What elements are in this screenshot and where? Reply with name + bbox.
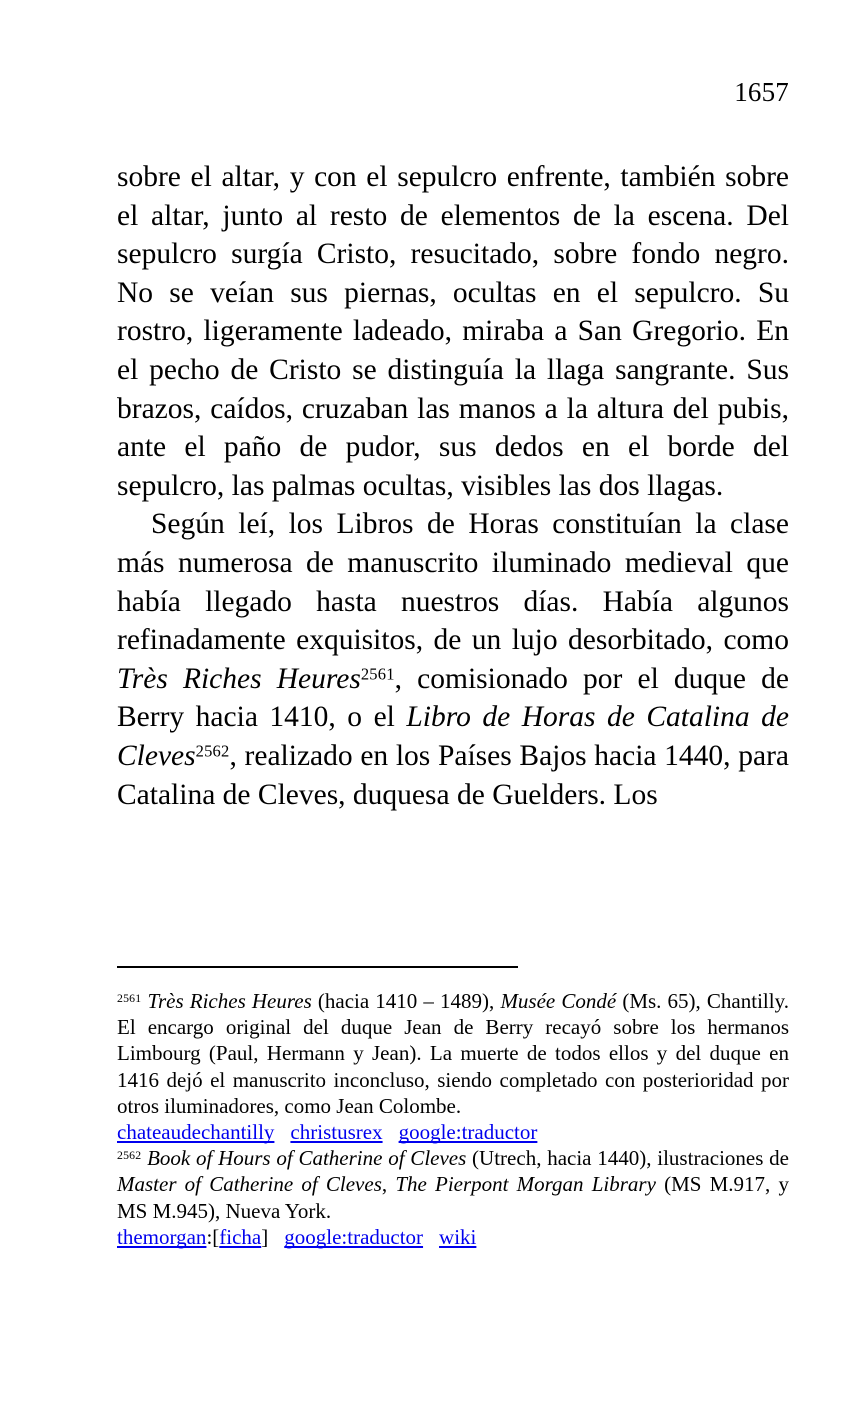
paragraph-2 [117,505,789,814]
footnote-2562-segment-1: (Utrech, hacia 1440), ilustraciones de [466,1146,789,1171]
footnote-2561-segment-1: (hacia 1410 – 1489), [311,989,501,1013]
link-punctuation-open: :[ [206,1224,220,1249]
footnotes-section [117,988,789,1250]
footnote-2561-segment-2: (Ms. 65), Chantilly. El encargo original del duque Jean de Berry recayó sobre los hermanos Limbourg (Paul, Hermann y Jean). La muerte de todos ellos y del duque en 1416 dejó el manuscrito inconcluso, siendo completado con posterioridad por otros iluminadores, como Jean Colombe. [117,989,789,1118]
footnote-number-2562: 2562 [117,1149,142,1163]
footnote-2562-italic-2: Master of Catherine of Cleves [117,1172,382,1197]
paragraph-2-segment-1: Según leí, los Libros de Horas constituían la clase más numerosa de manuscrito iluminado medieval que había llegado hasta nuestros días. Había algunos refinadamente exquisitos, de un lujo desorbitado, como [117,508,789,657]
body-text-column [117,158,789,814]
footnote-marker-2562[interactable]: 2562 [195,741,230,761]
link-chateaudechantilly[interactable]: chateaudechantilly [117,1120,275,1145]
title-tres-riches-heures: Très Riches Heures [117,662,361,695]
footnote-2561-italic-2: Musée Condé [500,989,617,1013]
paragraph-1: sobre el altar, y con el sepulcro enfrente, también sobre el altar, junto al resto de elementos de la escena. Del sepulcro surgía Cristo, resucitado, sobre fondo negro. No se veían sus piernas, ocultas en el sepulcro. Su rostro, ligeramente ladeado, miraba a San Gregorio. En el pecho de Cristo se distinguía la llaga sangrante. Sus brazos, caídos, cruzaban las manos a la altura del pubis, ante el paño de pudor, sus dedos en el borde del sepulcro, las palmas ocultas, visibles las dos llagas. [117,161,789,502]
link-punctuation-close: ] [261,1224,269,1249]
link-wiki[interactable]: wiki [439,1224,477,1249]
footnote-2562-segment-3: (MS M.917, y MS M.945), Nueva York. [117,1172,789,1223]
footnote-2561-links [117,1119,789,1145]
footnote-2562 [117,1145,789,1224]
footnote-2562-italic-1: Book of Hours of Catherine of Cleves [147,1146,467,1171]
footnote-2562-segment-2: , [381,1172,396,1197]
footnote-2562-italic-3: The Pierpont Morgan Library [395,1172,656,1197]
footnote-number-2561: 2561 [117,991,142,1005]
footnote-2561-italic-1: Très Riches Heures [147,989,312,1013]
link-ficha[interactable]: ficha [219,1224,262,1249]
title-libro-de-horas-catalina: Libro de Horas de Catalina de Cleves [117,701,789,772]
link-themorgan[interactable]: themorgan [117,1224,207,1249]
link-google-traductor[interactable]: google:traductor [398,1120,538,1145]
link-christusrex[interactable]: christusrex [290,1120,383,1145]
paragraph-2-segment-3: , realizado en los Países Bajos hacia 1440, para Catalina de Cleves, duquesa de Guelders. Los [117,739,789,811]
paragraph-2-segment-2: , comisionado por el duque de Berry hacia 1410, o el [117,662,789,734]
link-google-traductor-2[interactable]: google:traductor [284,1224,424,1249]
footnote-2562-links [117,1224,789,1250]
footnote-marker-2561[interactable]: 2561 [360,664,395,684]
page-number: 1657 [734,77,789,107]
footnote-2561 [117,988,789,1119]
footnote-separator-rule [117,966,518,968]
